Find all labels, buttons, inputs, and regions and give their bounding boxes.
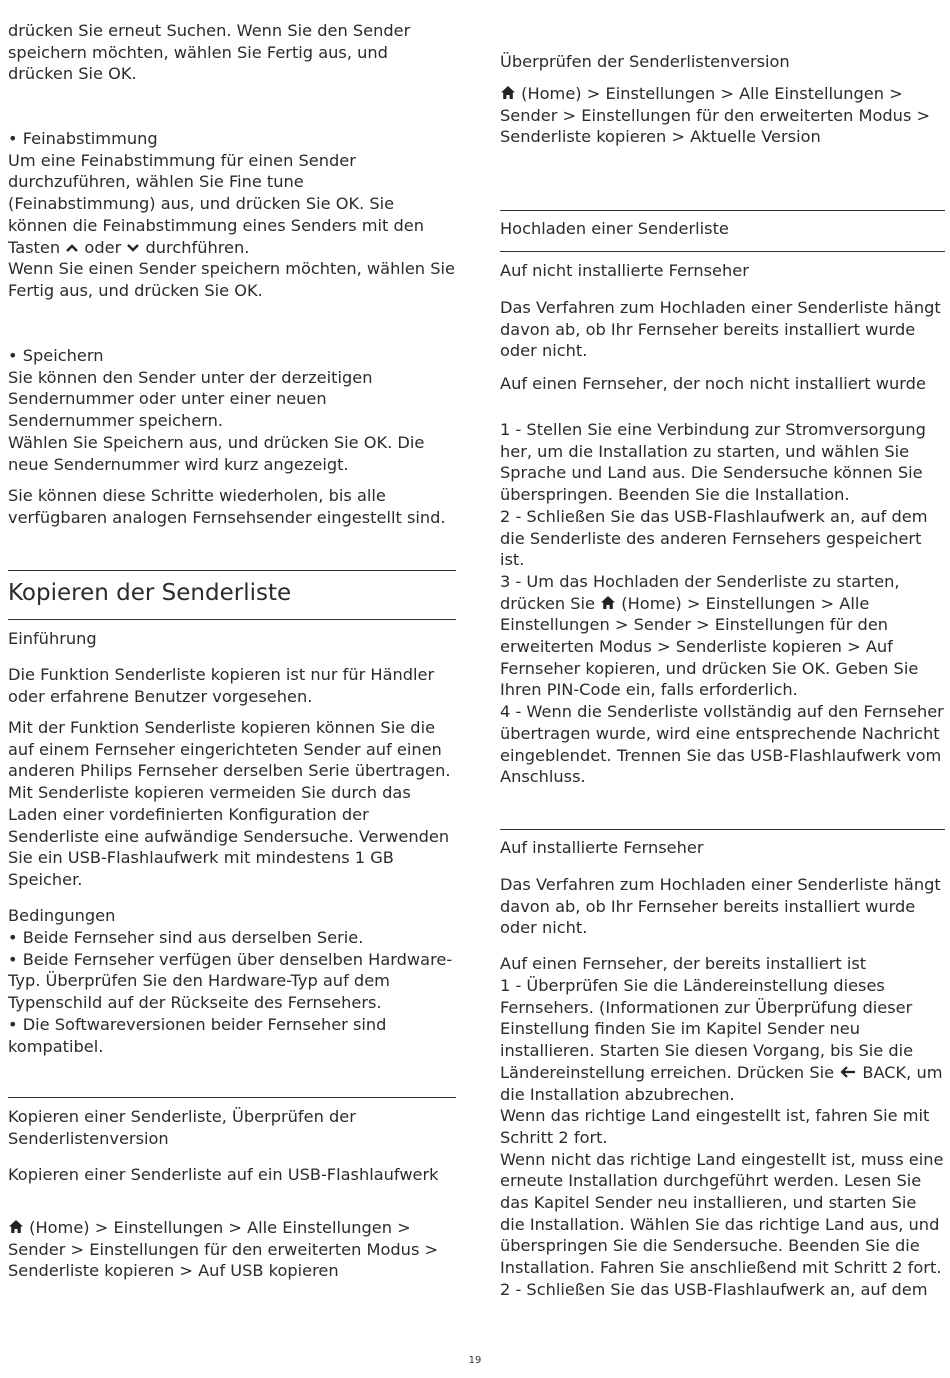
section-title: Kopieren der Senderliste [8,580,292,606]
step-2: 2 - Schließen Sie das USB-Flashlaufwerk an, auf dem [500,1279,928,1299]
list-item: • Die Softwareversionen beider Fernseher sind kompatibel. [8,1014,387,1056]
conditions-list [8,927,456,1057]
step-4: 4 - Wenn die Senderliste vollständig auf den Fernseher übertragen wurde, wird eine entsprechende Nachricht eingeblendet. Trennen Sie das USB-Flashlaufwerk vom Anschluss. [500,702,944,787]
step-2: 2 - Schließen Sie das USB-Flashlaufwerk an, auf dem die Senderliste des anderen Fernsehers gespeichert ist. [500,506,928,570]
copy-usb-heading: Kopieren einer Senderliste auf ein USB-Flashlaufwerk [8,1165,439,1184]
not-installed-steps: 1 - Stellen Sie eine Verbindung zur Stromversorgung her, um die Installation zu starten, und wählen Sie Sprache und Land aus. Die Sendersuche können Sie überspringen. Beenden Sie die Installation. 2 - Schließen Sie das USB-Flashlaufwerk an, auf dem die Senderliste des anderen Fernsehers gespeichert ist. 3 - Um das Hochladen der Senderliste zu starten, drücken Sie (Home) > Einstellungen > Alle Einstellungen > Sender > Einstellungen für den erweiterten Modus > Senderliste kopieren > Auf Fernseher kopieren, und drücken Sie OK. Geben Sie Ihren PIN-Code ein, falls erforderlich. 4 - Wenn die Senderliste vollständig auf den Fernseher übertragen wurde, wird eine entsprechende Nachricht eingeblendet. Trennen Sie das USB-Flashlaufwerk vom Anschluss. [500,420,944,787]
upload-heading: Hochladen einer Senderliste [500,219,729,238]
not-installed-heading: Auf nicht installierte Fernseher [500,261,749,280]
section-divider [8,570,456,571]
copy-usb-path: (Home) > Einstellungen > Alle Einstellungen > Sender > Einstellungen für den erweiterten Modus > Senderliste kopieren > Auf USB kopieren [8,1218,439,1281]
intro-paragraph-1: Die Funktion Senderliste kopieren ist nur für Händler oder erfahrene Benutzer vorgesehen. [8,665,435,706]
save-paragraph: • Speichern Sie können den Sender unter der derzeitigen Sendernummer oder unter einer neuen Sendernummer speichern. Wählen Sie Speichern aus, und drücken Sie OK. Die neue Sendernummer wird kurz angezeigt. [8,346,425,474]
installed-subheading: Auf einen Fernseher, der bereits installiert ist [500,954,867,973]
back-arrow-icon [839,1065,857,1079]
page-number: 19 [468,1355,482,1366]
chevron-down-icon [126,242,140,254]
list-item: • Beide Fernseher verfügen über denselben Hardware-Typ. Überprüfen Sie den Hardware-Typ auf dem Typenschild auf der Rückseite des Fernsehers. [8,949,453,1013]
intro-paragraph-2: Mit der Funktion Senderliste kopieren können Sie die auf einem Fernseher eingerichteten Sender auf einen anderen Philips Fernseher derselben Serie übertragen. Mit Senderliste kopieren vermeiden Sie durch das Laden einer vordefinierten Konfiguration der Senderliste eine aufwändige Sendersuche. Verwenden Sie ein USB-Flashlaufwerk mit mindestens 1 GB Speicher. [8,718,451,889]
chevron-up-icon [65,242,79,254]
subsection-divider [500,210,945,211]
conditions-heading: Bedingungen [8,906,116,925]
subsection-divider [500,251,945,252]
check-version-heading: Überprüfen der Senderlistenversion [500,52,790,71]
installed-steps: 1 - Überprüfen Sie die Ländereinstellung dieses Fernsehers. (Informationen zur Überprüfung dieser Einstellung finden Sie im Kapitel Sender neu installieren. Starten Sie diesen Vorgang, bis Sie die Ländereinstellung erreichen. Drücken Sie BACK, um die Installation abzubrechen. Wenn das richtige Land eingestellt ist, fahren Sie mit Schritt 2 fort. Wenn nicht das richtige Land eingestellt ist, muss eine erneute Installation durchgeführt werden. Lesen Sie das Kapitel Sender neu installieren, und starten Sie die Installation. Wählen Sie das richtige Land aus, und überspringen Sie die Sendersuche. Beenden Sie die Installation. Fahren Sie anschließend mit Schritt 2 fort. 2 - Schließen Sie das USB-Flashlaufwerk an, auf dem [500,976,944,1299]
step-1: 1 - Stellen Sie eine Verbindung zur Stromversorgung her, um die Installation zu starten, und wählen Sie Sprache und Land aus. Die Sendersuche können Sie überspringen. Beenden Sie die Installation. [500,420,926,505]
not-installed-subheading: Auf einen Fernseher, der noch nicht installiert wurde [500,374,926,393]
section-divider [8,619,456,620]
installed-paragraph: Das Verfahren zum Hochladen einer Senderliste hängt davon ab, ob Ihr Fernseher bereits installiert wurde oder nicht. [500,875,941,938]
subsection-divider [8,1097,456,1098]
list-item: • Beide Fernseher sind aus derselben Serie. [8,928,364,947]
home-icon [8,1219,24,1234]
intro-heading: Einführung [8,629,97,648]
check-version-path: (Home) > Einstellungen > Alle Einstellungen > Sender > Einstellungen für den erweiterten Modus > Senderliste kopieren > Aktuelle Version [500,84,931,147]
not-installed-paragraph: Das Verfahren zum Hochladen einer Senderliste hängt davon ab, ob Ihr Fernseher bereits installiert wurde oder nicht. [500,298,941,361]
subsection-divider [500,829,945,830]
repeat-paragraph: Sie können diese Schritte wiederholen, bis alle verfügbaren analogen Fernsehsender eingestellt sind. [8,486,446,527]
installed-heading: Auf installierte Fernseher [500,838,704,857]
home-icon [500,85,516,100]
fine-tune-paragraph: • Feinabstimmung Um eine Feinabstimmung für einen Sender durchzuführen, wählen Sie Fine tune (Feinabstimmung) aus, und drücken Sie OK. Sie können die Feinabstimmung eines Senders mit den Tasten oder durchführen. Wenn Sie einen Sender speichern möchten, wählen Sie Fertig aus, und drücken Sie OK. [8,129,455,300]
copy-heading: Kopieren einer Senderliste, Überprüfen der Senderlistenversion [8,1107,356,1148]
intro-paragraph: drücken Sie erneut Suchen. Wenn Sie den Sender speichern möchten, wählen Sie Fertig aus, und drücken Sie OK. [8,21,411,84]
home-icon [600,595,616,610]
